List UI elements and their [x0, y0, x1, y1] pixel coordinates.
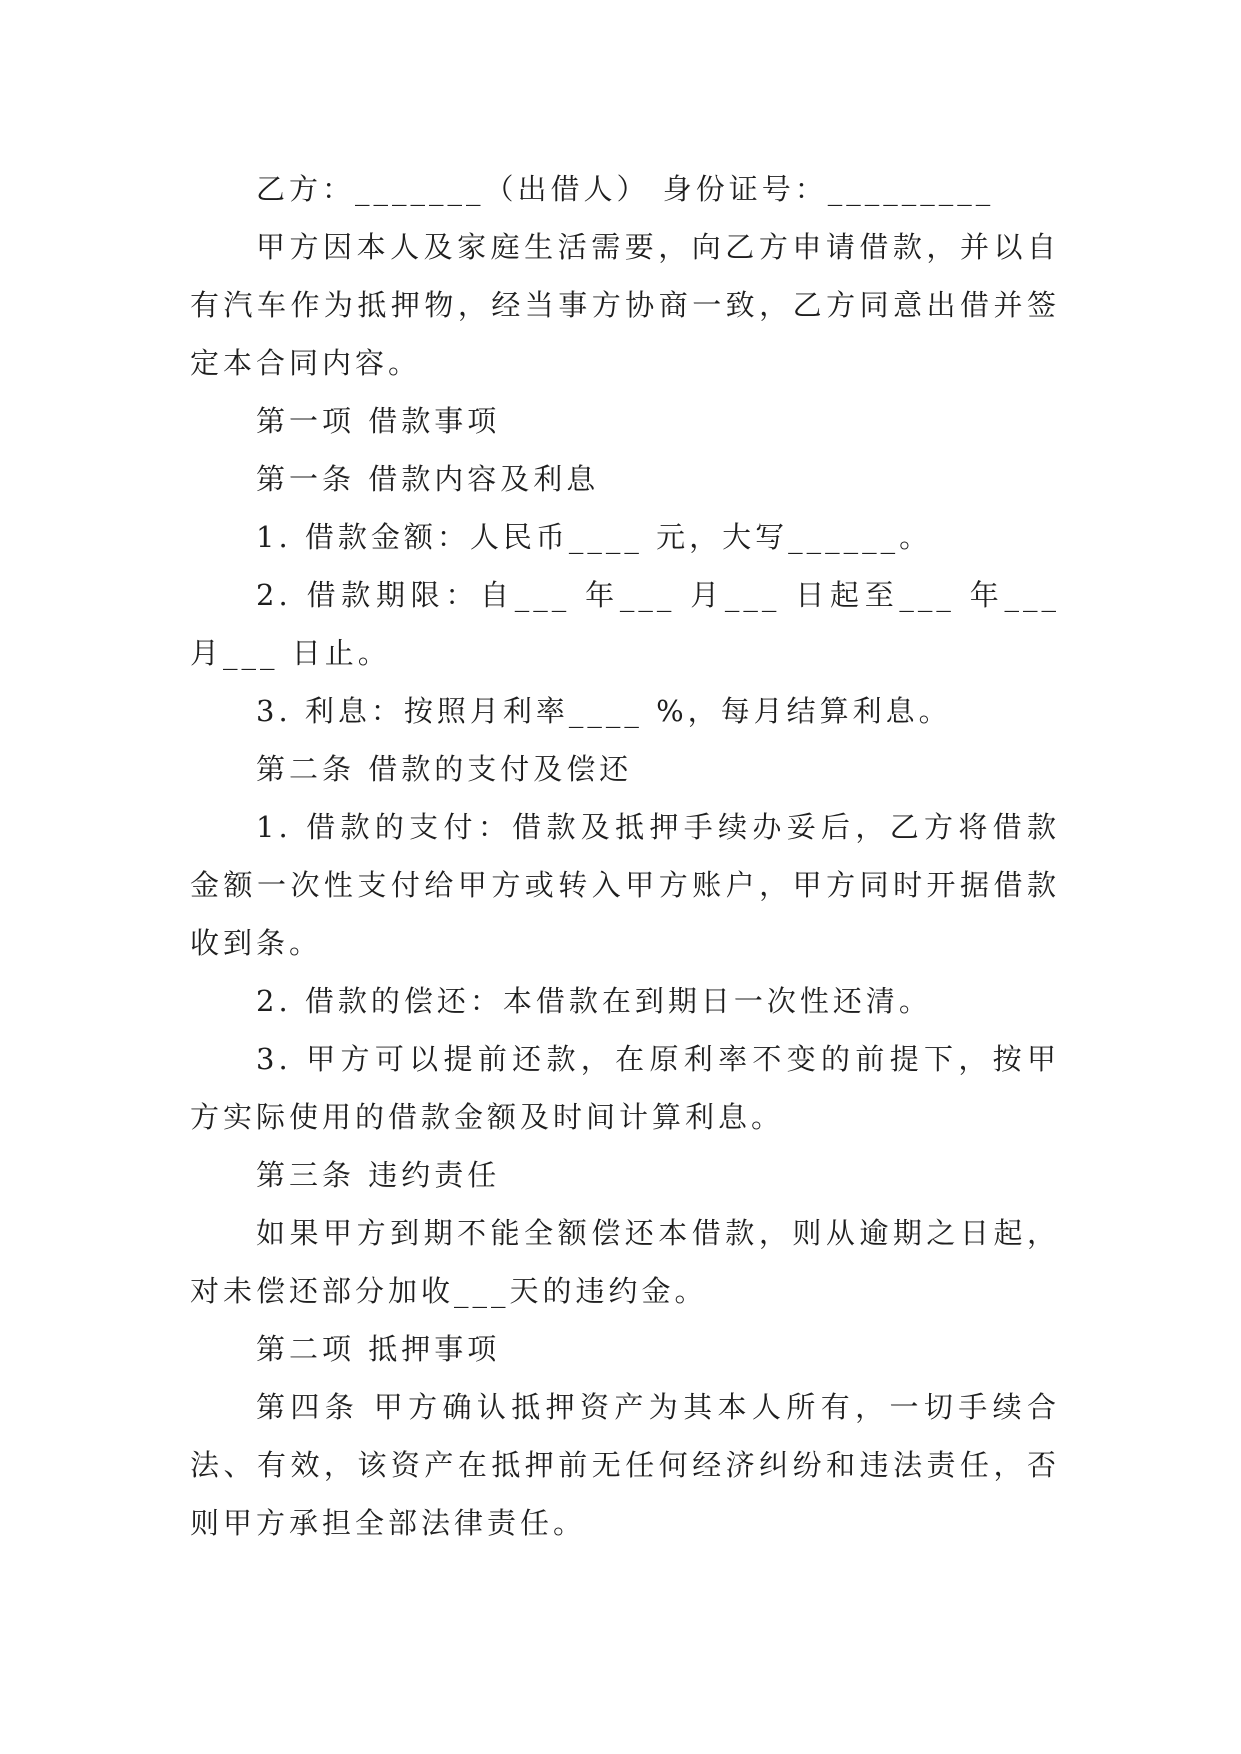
- document-body: [190, 160, 1060, 1552]
- early-repayment-clause: 3. 甲方可以提前还款，在原利率不变的前提下，按甲方实际使用的借款金额及时间计算利息。: [190, 1042, 1060, 1134]
- article-3-heading: 第三条 违约责任: [256, 1158, 501, 1192]
- default-penalty-clause: 如果甲方到期不能全额偿还本借款，则从逾期之日起，对未偿还部分加收___天的违约金。: [190, 1216, 1060, 1308]
- interest-clause: 3. 利息：按照月利率____ %，每月结算利息。: [256, 694, 952, 728]
- loan-repayment-clause: 2. 借款的偿还：本借款在到期日一次性还清。: [256, 984, 932, 1018]
- loan-term-clause: 2. 借款期限：自___ 年___ 月___ 日起至___ 年___月___ 日止。: [190, 578, 1060, 670]
- section-heading-mortgage: 第二项 抵押事项: [256, 1332, 501, 1366]
- party-b-line: 乙方：_______（出借人） 身份证号：_________: [256, 172, 995, 206]
- section-heading-loan: 第一项 借款事项: [256, 404, 501, 438]
- loan-amount-clause: 1. 借款金额：人民币____ 元，大写______。: [256, 520, 933, 554]
- article-4-clause: 第四条 甲方确认抵押资产为其本人所有，一切手续合法、有效，该资产在抵押前无任何经济纠纷和违法责任，否则甲方承担全部法律责任。: [190, 1390, 1060, 1540]
- loan-payment-clause: 1. 借款的支付：借款及抵押手续办妥后，乙方将借款金额一次性支付给甲方或转入甲方账户，甲方同时开据借款收到条。: [190, 810, 1060, 960]
- article-2-heading: 第二条 借款的支付及偿还: [256, 752, 633, 786]
- preamble-paragraph: 甲方因本人及家庭生活需要，向乙方申请借款，并以自有汽车作为抵押物，经当事方协商一致，乙方同意出借并签定本合同内容。: [190, 230, 1060, 380]
- article-1-heading: 第一条 借款内容及利息: [256, 462, 600, 496]
